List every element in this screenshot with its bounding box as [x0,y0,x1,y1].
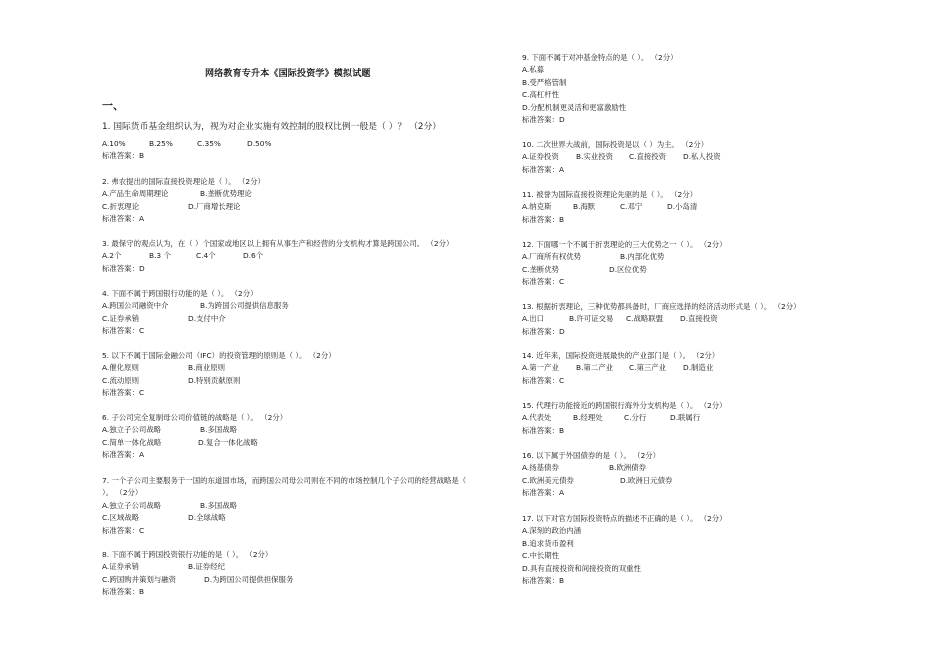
question-stem-continued: ）。 （2分） [102,488,143,498]
options-row [522,151,721,163]
question-8 [102,549,293,599]
options-row [102,313,289,325]
question-stem: 16. 以下属于外国债券的是（ ）。 （2分） [522,451,661,460]
options-row [102,561,293,573]
option: A.纳克斯 [522,202,552,212]
options-row [522,313,800,325]
page-title: 网络教育专升本《国际投资学》模拟试题 [205,69,371,79]
option: A.厂商所有权优势 [522,252,582,262]
options-row [102,300,289,312]
question-6 [102,412,287,462]
option: C.邓宁 [620,202,643,212]
option: A.2个 [102,251,122,261]
question-stem: 11. 被誉为国际直接投资理论先驱的是（ ）。 （2分） [522,190,698,199]
option: C.直接投资 [629,152,667,162]
option: A.10% [102,139,126,148]
question-stem: 3. 最保守的观点认为，在（ ）个国家或地区以上拥有从事生产和经营的分支机构才算是跨国公司。 （2分） [102,239,454,248]
answer: 标准答案：B [102,587,145,597]
option: D.联属行 [670,413,701,423]
option: A.证券投资 [522,152,559,162]
question-stem: 15. 代理行功能接近的跨国银行海外分支机构是（ ）。 （2分） [522,401,727,410]
option: C.4个 [196,251,216,261]
option: C.简单一体化战略 [102,437,162,447]
option: A.独立子公司战略 [102,425,162,435]
answer: 标准答案：B [522,425,565,435]
options-row [102,574,293,586]
question-stem: 4. 下面不属于跨国银行功能的是（ ）。 （2分） [102,289,258,298]
answer: 标准答案：A [522,488,565,498]
options-row [522,462,672,474]
options-row [102,424,287,436]
question-14 [522,350,719,387]
option: A.深刻的政治内涵 [522,526,582,536]
options-row [522,201,697,213]
options-row [102,512,466,524]
option: B.证券经纪 [188,562,225,572]
option: B.垄断优势理论 [200,189,252,199]
answer: 标准答案：D [522,326,565,336]
options-row [102,250,453,262]
option: B.许可证交易 [569,314,614,324]
option: D.复合一体化战略 [198,437,258,447]
question-stem: 7. 一个子公司主要服务于一国的东道国市场，而跨国公司母公司则在不同的市场控制几个子公司的经营战略是（ [102,476,467,485]
question-3 [102,238,453,275]
option: A.跨国公司融资中介 [102,301,169,311]
question-stem: 2. 弗农提出的国际直接投资理论是（ ）。 （2分） [102,177,265,186]
answer: 标准答案：A [102,450,145,460]
section-heading: 一、 [102,99,124,112]
options-row [102,188,265,200]
answer: 标准答案：A [522,164,565,174]
options-row [522,362,719,374]
option: C.折衷理论 [102,201,140,211]
question-stem: 5. 以下不属于国际金融公司（IFC）的投资管理的原则是（ ）。 （2分） [102,351,336,360]
answer: 标准答案：C [522,277,565,287]
option: A.私募 [522,65,545,75]
answer: 标准答案：C [102,388,145,398]
question-stem: 14. 近年来，国际投资进展最快的产业部门是（ ）。 （2分） [522,351,720,360]
option: B.经理处 [573,413,603,423]
option: D.特别贡献原则 [188,375,241,385]
option: A.证券承销 [102,562,139,572]
question-7 [102,475,466,537]
option: C.垄断优势 [522,264,560,274]
option: D.分配机制更灵活和更富激励性 [522,102,627,112]
option: D.制造业 [683,363,714,373]
option: C.战略联盟 [626,314,664,324]
answer: 标准答案：C [102,326,145,336]
option: B.为跨国公司提供信息服务 [200,301,289,311]
option: A.催化原则 [102,363,139,373]
option: A.代表处 [522,413,552,423]
option: C.中长期性 [522,551,560,561]
question-9 [522,52,678,126]
option: C.第三产业 [629,363,667,373]
option: C.分行 [624,413,647,423]
option: D.厂商增长理论 [188,201,241,211]
options-row [102,375,336,387]
options-row [522,251,727,263]
option: A.扬基债券 [522,463,559,473]
option: C.35% [197,139,221,148]
question-16 [522,450,672,500]
option: B.3 个 [149,251,171,261]
option: D.小岛清 [667,202,698,212]
question-stem: 12. 下面哪一个不属于折衷理论的三大优势之一（ ）。 （2分） [522,240,727,249]
question-stem: 17. 以下对官方国际投资特点的描述不正确的是（ ）。 （2分） [522,514,727,523]
option: C.区域战略 [102,513,140,523]
option: D.直接投资 [680,314,718,324]
answer: 标准答案：A [102,214,145,224]
option: B.实业投资 [576,152,613,162]
option: A.出口 [522,314,545,324]
question-17 [522,513,727,587]
question-2 [102,176,265,226]
option: B.商业原则 [188,363,225,373]
options-row [102,138,441,150]
question-5 [102,350,336,400]
options-row [102,437,287,449]
options-row [522,475,672,487]
answer: 标准答案：C [522,375,565,385]
option: D.50% [247,139,272,148]
option: D.全球战略 [188,513,226,523]
option: D.6个 [243,251,264,261]
question-4 [102,288,289,338]
option: B.多国战略 [200,425,237,435]
option: C.欧洲美元债券 [522,475,574,485]
options-row [522,412,727,424]
answer: 标准答案：D [522,114,565,124]
option: C.跨国购并策划与融资 [102,574,177,584]
question-stem: 13. 根据折衷理论，三种优势都具备时，厂商应选择的经济活动形式是（ ）。 （2分） [522,302,801,311]
question-stem: 10. 二次世界大战前，国际投资是以（ ）为主。 （2分） [522,140,709,149]
question-13 [522,301,800,338]
question-stem: 8. 下面不属于跨国投资银行功能的是（ ）。 （2分） [102,550,273,559]
option: C.流动原则 [102,375,140,385]
option: A.第一产业 [522,363,559,373]
answer: 标准答案：B [522,575,565,585]
option: D.支付中介 [188,313,226,323]
option: B.受严格管制 [522,77,567,87]
option: D.欧洲日元债券 [620,475,673,485]
options-row [102,201,265,213]
answer: 标准答案：D [102,263,145,273]
answer: 标准答案：C [102,525,145,535]
option: B.内部化优势 [620,252,665,262]
option: B.多国战略 [200,500,237,510]
options-row [522,264,727,276]
question-11 [522,189,697,226]
question-1 [102,120,441,163]
options-row [102,500,466,512]
option: B.欧洲债券 [609,463,646,473]
question-stem: 6. 子公司完全复制母公司价值链的战略是（ ）。 （2分） [102,413,288,422]
question-stem: 9. 下面不属于对冲基金特点的是（ ）。 （2分） [522,53,678,62]
question-stem: 1. 国际货币基金组织认为，视为对企业实施有效控制的股权比例一般是（ ）？ （2分） [102,122,442,132]
options-row [102,362,336,374]
question-15 [522,400,727,437]
option: D.私人投资 [683,152,721,162]
question-12 [522,239,727,289]
option: D.为跨国公司提供担保服务 [204,574,294,584]
option: C.证券承销 [102,313,140,323]
option: A.独立子公司战略 [102,500,162,510]
option: B.25% [149,139,173,148]
option: B.第二产业 [576,363,613,373]
question-10 [522,139,721,176]
option: D.区位优势 [609,264,647,274]
option: B.海默 [573,202,596,212]
option: B.追求货币盈利 [522,538,574,548]
option: C.高杠杆性 [522,90,560,100]
answer: 标准答案：B [522,214,565,224]
answer: 标准答案：B [102,151,145,161]
option: A.产品生命周期理论 [102,189,169,199]
option: D.具有直接投资和间接投资的双重性 [522,563,641,573]
